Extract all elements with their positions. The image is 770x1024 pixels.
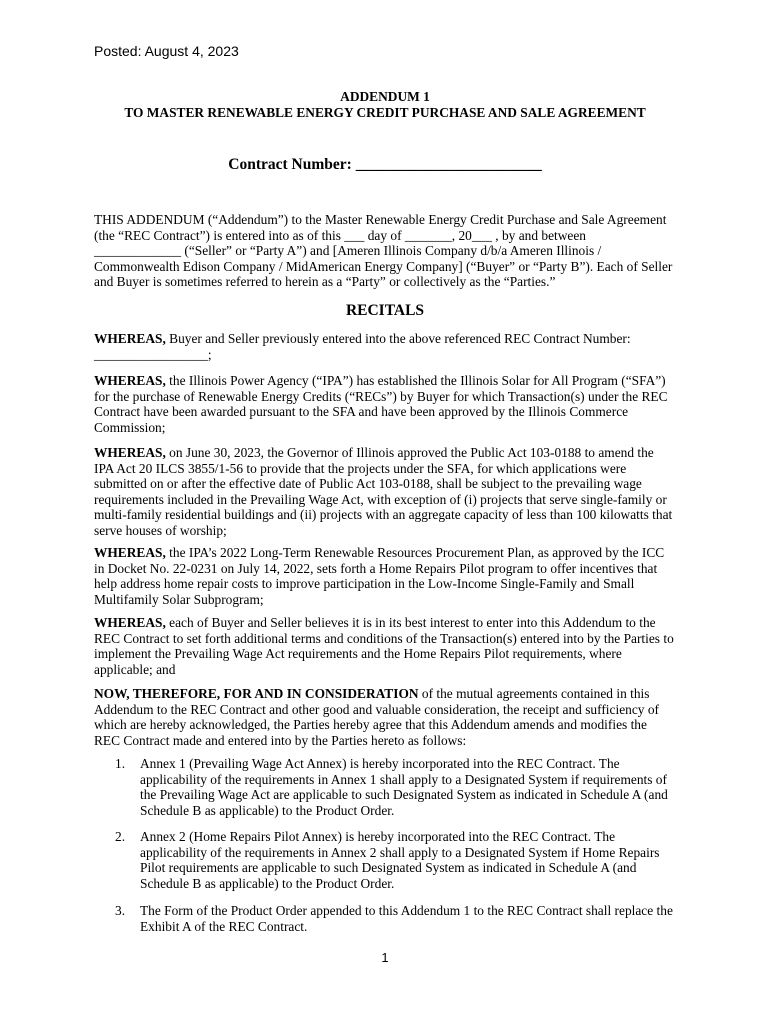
- list-item-text: Annex 2 (Home Repairs Pilot Annex) is hereby incorporated into the REC Contract. The applicability of the requirements in Annex 2 shall apply to a Designated System if Home Repairs Pilot requirements are applicable to such Designated System as indicated in Schedule A (and Schedule B as applicable) to the Product Order.: [140, 829, 660, 891]
- now-therefore-paragraph: [94, 686, 676, 748]
- recitals-heading: RECITALS: [345, 302, 425, 319]
- intro-paragraph: THIS ADDENDUM (“Addendum”) to the Master Renewable Energy Credit Purchase and Sale Agreement (the “REC Contract”) is entered into as of this ___ day of _______, 20___ , by and between _____________ (“Seller” or “Party A”) and [Ameren Illinois Company d/b/a Ameren Illinois / Commonwealth Edison Company / MidAmerican Energy Company] (“Buyer” or “Party B”). Each of Seller and Buyer is sometimes referred to herein as a “Party” or collectively as the “Parties.”: [94, 212, 673, 290]
- list-item-number: 1.: [115, 756, 126, 771]
- whereas-text: the IPA’s 2022 Long-Term Renewable Resources Procurement Plan, as approved by the ICC in Docket No. 22-0231 on July 14, 2022, sets forth a Home Repairs Pilot program to offer incentives that help address home repair costs to improve participation in the Low-Income Single-Family and Small Multifamily Solar Subprogram;: [94, 545, 665, 607]
- whereas-paragraph: [94, 545, 676, 607]
- page-number: 1: [381, 950, 389, 965]
- list-item-number: 2.: [115, 829, 126, 844]
- list-item-number: 3.: [115, 903, 126, 918]
- whereas-lead: WHEREAS,: [94, 445, 166, 460]
- whereas-lead: WHEREAS,: [94, 615, 166, 630]
- whereas-text: Buyer and Seller previously entered into the above referenced REC Contract Number: _________________;: [94, 331, 631, 362]
- now-therefore-lead: NOW, THEREFORE, FOR AND IN CONSIDERATION: [94, 686, 419, 701]
- contract-number-line: Contract Number: ________________________: [228, 156, 542, 173]
- agreement-title: TO MASTER RENEWABLE ENERGY CREDIT PURCHASE AND SALE AGREEMENT: [124, 105, 646, 120]
- whereas-paragraph: [94, 373, 676, 435]
- whereas-text: the Illinois Power Agency (“IPA”) has established the Illinois Solar for All Program (“SFA”) for the purchase of Renewable Energy Credits (“RECs”) by Buyer for which Transaction(s) under the REC Contract have been awarded pursuant to the SFA and have been approved by the Illinois Commerce Commission;: [94, 373, 668, 435]
- addendum-title: ADDENDUM 1: [340, 89, 430, 104]
- whereas-text: on June 30, 2023, the Governor of Illinois approved the Public Act 103-0188 to amend the IPA Act 20 ILCS 3855/1-56 to provide that the projects under the SFA, for which applications were submitted on or after the effective date of Public Act 103-0188, shall be subject to the prevailing wage requirements included in the Prevailing Wage Act, with exception of (i) projects that serve single-family or multi-family residential buildings and (ii) projects with an aggregate capacity of less than 100 kilowatts that serve houses of worship;: [94, 445, 673, 538]
- whereas-paragraph: [94, 615, 676, 677]
- whereas-lead: WHEREAS,: [94, 545, 166, 560]
- whereas-text: each of Buyer and Seller believes it is in its best interest to enter into this Addendum to the REC Contract to set forth additional terms and conditions of the Transaction(s) entered into by the Parties to implement the Prevailing Wage Act requirements and the Home Repairs Pilot requirements, where applicable; and: [94, 615, 674, 677]
- list-item-text: Annex 1 (Prevailing Wage Act Annex) is hereby incorporated into the REC Contract. The applicability of the requirements in Annex 1 shall apply to a Designated System if requirements of the Prevailing Wage Act are applicable to such Designated System as indicated in Schedule A (and Schedule B as applicable) to the Product Order.: [140, 756, 668, 818]
- whereas-paragraph: [94, 331, 676, 362]
- whereas-lead: WHEREAS,: [94, 373, 166, 388]
- whereas-paragraph: [94, 445, 676, 539]
- now-therefore-text: of the mutual agreements contained in this Addendum to the REC Contract and other good and valuable consideration, the receipt and sufficiency of which are hereby acknowledged, the Parties hereby agree that this Addendum amends and modifies the REC Contract made and entered into by the Parties hereto as follows:: [94, 686, 659, 748]
- list-item-text: The Form of the Product Order appended to this Addendum 1 to the REC Contract shall replace the Exhibit A of the REC Contract.: [140, 903, 673, 934]
- posted-date: Posted: August 4, 2023: [94, 43, 239, 59]
- whereas-lead: WHEREAS,: [94, 331, 166, 346]
